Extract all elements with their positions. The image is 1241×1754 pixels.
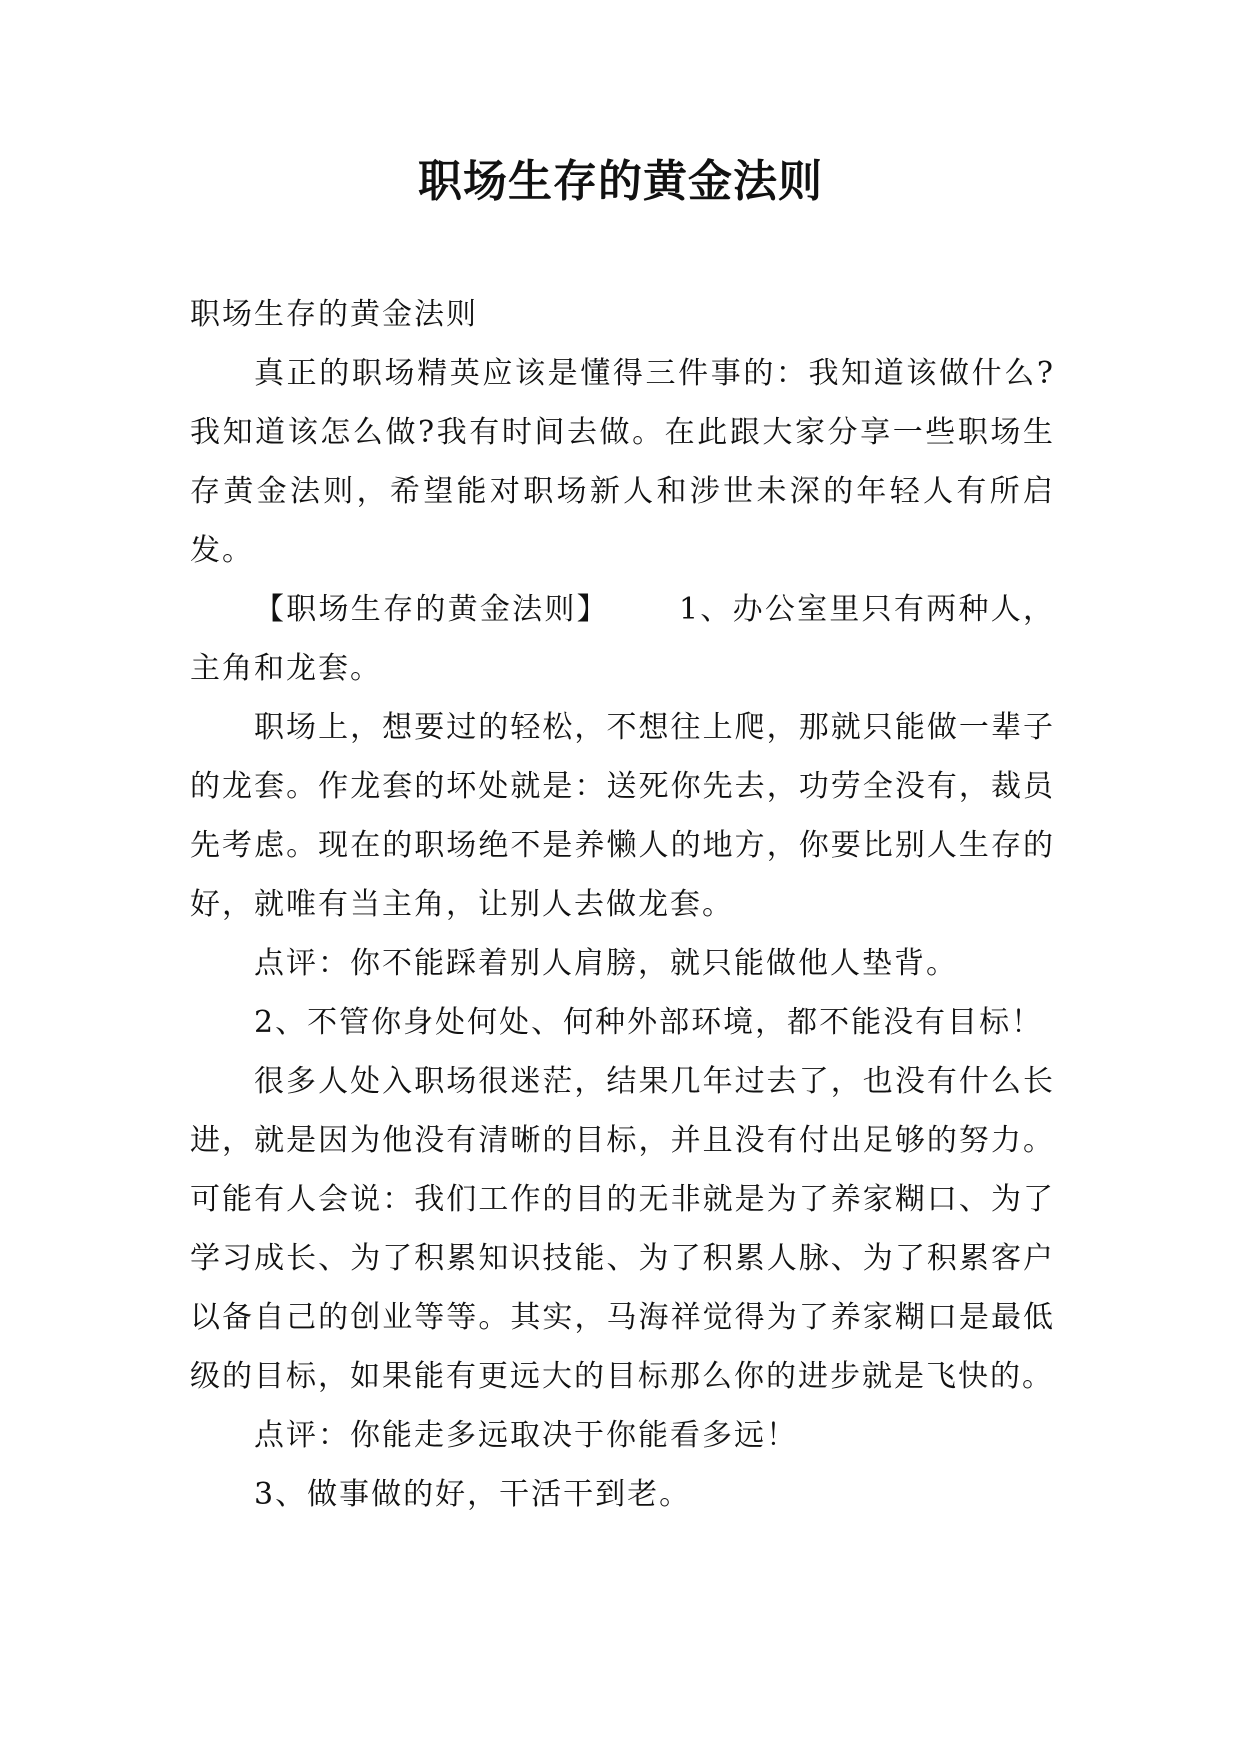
rule-2-comment: 点评：你能走多远取决于你能看多远！	[254, 1418, 798, 1453]
intro-paragraph: 真正的职场精英应该是懂得三件事的：我知道该做什么?我知道该怎么做?我有时间去做。在此跟大家分享一些职场生存黄金法则，希望能对职场新人和涉世未深的年轻人有所启发。	[190, 356, 1055, 568]
rule-3-heading: 3、做事做的好，干活干到老。	[254, 1477, 692, 1512]
rule-1-paragraph: 职场上，想要过的轻松，不想往上爬，那就只能做一辈子的龙套。作龙套的坏处就是：送死你先去，功劳全没有，裁员先考虑。现在的职场绝不是养懒人的地方，你要比别人生存的好，就唯有当主角，让别人去做龙套。	[190, 710, 1055, 922]
rule-2-heading: 2、不管你身处何处、何种外部环境，都不能没有目标！	[254, 1005, 1044, 1040]
section-heading-paragraph	[190, 580, 1055, 698]
section-heading: 【职场生存的黄金法则】	[254, 592, 609, 627]
document-title: 职场生存的黄金法则	[418, 156, 823, 207]
rule-1-comment: 点评：你不能踩着别人肩膀，就只能做他人垫背。	[254, 946, 958, 981]
document-body	[190, 285, 1055, 1524]
rule-2-paragraph: 很多人处入职场很迷茫，结果几年过去了，也没有什么长进，就是因为他没有清晰的目标，并且没有付出足够的努力。可能有人会说：我们工作的目的无非就是为了养家糊口、为了学习成长、为了积累知识技能、为了积累人脉、为了积累客户以备自己的创业等等。其实，马海祥觉得为了养家糊口是最低级的目标，如果能有更远大的目标那么你的进步就是飞快的。	[190, 1064, 1055, 1394]
subtitle-paragraph: 职场生存的黄金法则	[190, 297, 478, 332]
rule-1-heading: 1、办公室里只有两种人，主角和龙套。	[190, 592, 1055, 686]
